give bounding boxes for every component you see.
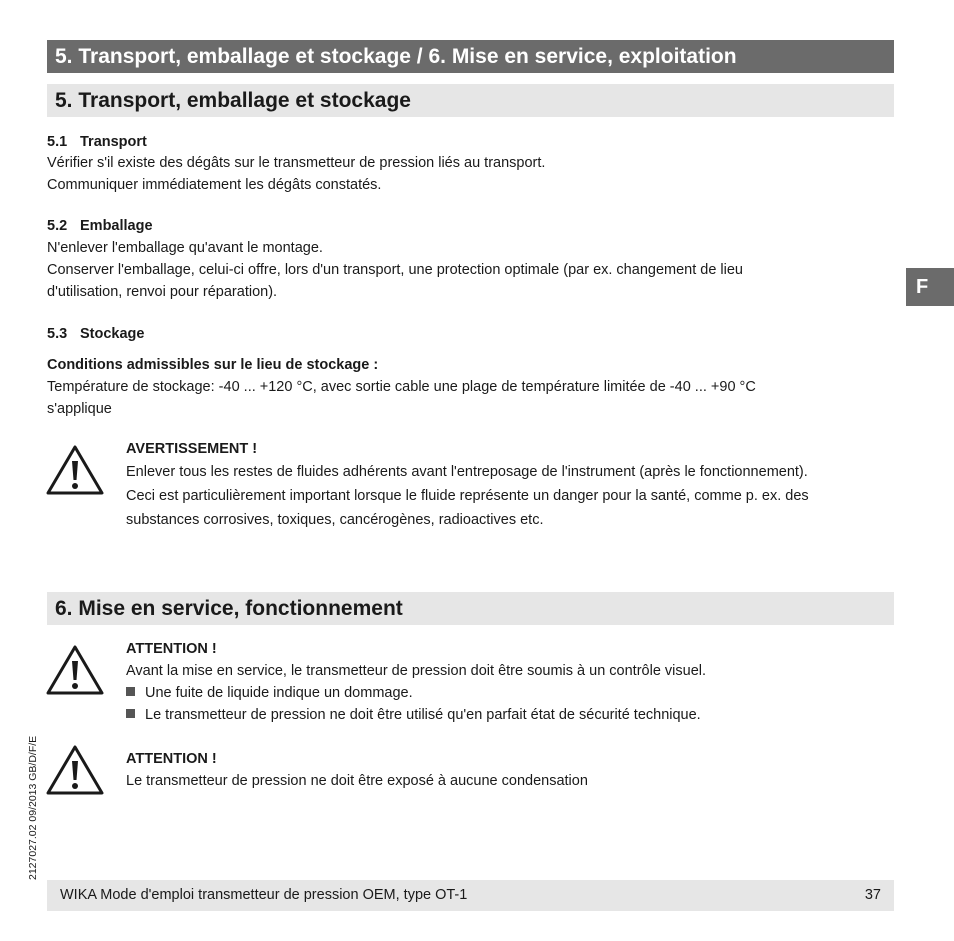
list-item-text: Une fuite de liquide indique un dommage. [145,685,413,701]
page-number: 37 [864,887,881,903]
subsection-number: 5.1 [47,134,68,150]
paragraph-line: Enlever tous les restes de fluides adhérents avant l'entreposage de l'instrument (après le fonctionnement). [126,464,808,480]
warning-triangle-icon [45,744,105,796]
page-footer [47,880,894,911]
subsection-number: 5.3 [47,326,68,342]
paragraph-line: substances corrosives, toxiques, cancérogènes, radioactives etc. [126,512,544,528]
warning-title: AVERTISSEMENT ! [126,441,258,457]
paragraph-line: Ceci est particulièrement important lorsque le fluide représente un danger pour la santé, comme p. ex. des [126,488,809,504]
section-6-title: 6. Mise en service, fonctionnement [47,592,894,625]
paragraph-line: Température de stockage: -40 ... +120 °C, avec sortie cable une plage de température limitée de -40 ... +90 °C [47,379,756,395]
language-tab: F [906,268,954,306]
warning-triangle-icon [45,444,105,496]
bullet-square-icon [126,687,135,696]
list-item [126,682,413,704]
subsection-5-1-heading [47,133,147,151]
paragraph-line: Conserver l'emballage, celui-ci offre, lors d'un transport, une protection optimale (par ex. changement de lieu [47,262,743,278]
list-item-text: Le transmetteur de pression ne doit être utilisé qu'en parfait état de sécurité technique. [145,707,701,723]
storage-conditions-title: Conditions admissibles sur le lieu de stockage : [47,357,379,373]
attention-title: ATTENTION ! [126,751,217,767]
warning-body [126,460,809,532]
bullet-square-icon [126,709,135,718]
attention-title: ATTENTION ! [126,641,217,657]
subsection-5-3-body [47,376,756,420]
subsection-title: Emballage [80,218,153,234]
paragraph-line: Vérifier s'il existe des dégâts sur le transmetteur de pression liés au transport. [47,155,546,171]
subsection-5-2-heading [47,217,153,235]
page-title: 5. Transport, emballage et stockage / 6. Mise en service, exploitation [47,40,894,73]
subsection-5-2-body [47,237,743,303]
paragraph-line: s'applique [47,401,112,417]
attention-text: Le transmetteur de pression ne doit être exposé à aucune condensation [126,773,588,789]
subsection-title: Transport [80,134,147,150]
document-code: 2127027.02 09/2013 GB/D/F/E [27,735,39,880]
paragraph-line: Communiquer immédiatement les dégâts constatés. [47,177,382,193]
section-5-title: 5. Transport, emballage et stockage [47,84,894,117]
attention-text: Avant la mise en service, le transmetteur de pression doit être soumis à un contrôle visuel. [126,663,707,679]
paragraph-line: N'enlever l'emballage qu'avant le montage. [47,240,323,256]
subsection-5-3-heading [47,325,144,343]
paragraph-line: d'utilisation, renvoi pour réparation). [47,284,278,300]
subsection-title: Stockage [80,326,145,342]
subsection-number: 5.2 [47,218,68,234]
warning-triangle-icon [45,644,105,696]
subsection-5-1-body [47,152,545,196]
list-item [126,704,701,726]
footer-text: WIKA Mode d'emploi transmetteur de pression OEM, type OT-1 [60,887,468,903]
